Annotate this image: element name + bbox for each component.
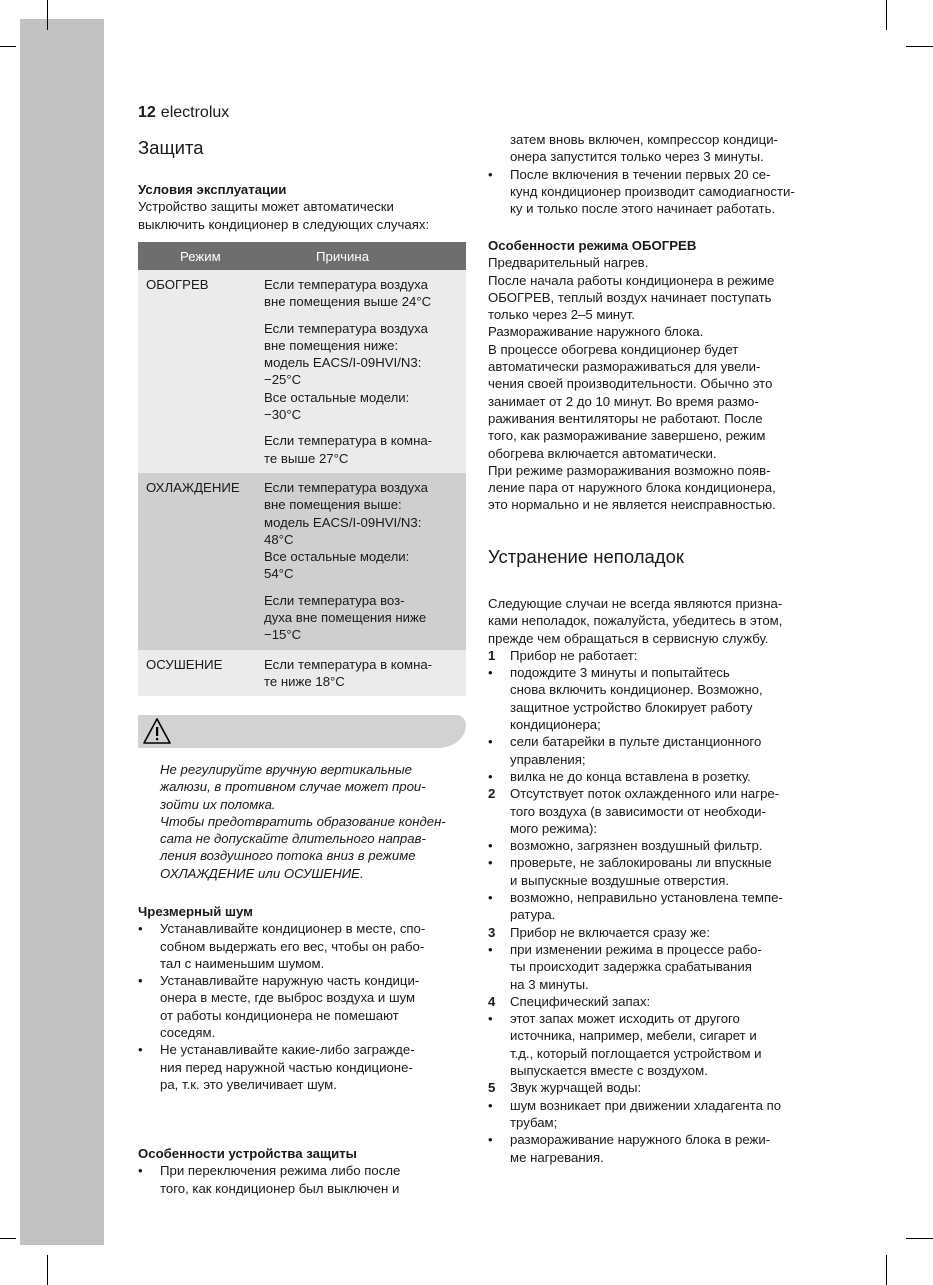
text-line: тал с наименьшим шумом.: [160, 955, 325, 971]
text-line: защитное устройство блокирует работу: [510, 699, 753, 715]
brand-name: electrolux: [160, 104, 230, 121]
text-line: Размораживание наружного блока.: [488, 324, 704, 340]
reason-cell: [256, 473, 466, 650]
text-line: Чрезмерный шум: [138, 904, 253, 919]
text-line: шум возникает при движении хладагента по: [510, 1097, 782, 1113]
text-line: жалюзи, в противном случае может прои-: [160, 779, 426, 795]
text-line: Если температура воздуха: [264, 320, 428, 336]
text-line: Устройство защиты может автоматически: [138, 199, 394, 215]
text-line: Предварительный нагрев.: [488, 255, 649, 271]
text-line: возможно, неправильно установлена темпе-: [510, 890, 783, 906]
bullet-icon: •: [138, 973, 143, 989]
text-line: Условия эксплуатации: [138, 182, 287, 197]
section-title-troubleshooting: Устранение неполадок: [488, 546, 684, 567]
text-line: раживания вентиляторы не работают. После: [488, 410, 763, 426]
numbered-item: [488, 924, 828, 941]
text-line: источника, например, мебели, сигарет и: [510, 1028, 757, 1044]
text-line: и выпускные воздушные отверстия.: [510, 872, 730, 888]
protection-features-section: [138, 1145, 468, 1197]
text-line: т.д., который поглощается устройством и: [510, 1045, 762, 1061]
text-line: Устанавливайте наружную часть кондици-: [160, 973, 420, 989]
text-line: управления;: [510, 751, 586, 767]
crop-mark: [906, 46, 933, 47]
text-line: ление пара от наружного блока кондиционера,: [488, 480, 776, 496]
text-line: ОБОГРЕВ, теплый воздух начинает поступать: [488, 289, 772, 305]
bullet-icon: •: [488, 838, 493, 854]
text-line: модель EACS/I-09HVI/N3:: [264, 514, 422, 530]
text-line: ты происходит задержка срабатывания: [510, 959, 752, 975]
text-line: Если температура в комна-: [264, 656, 433, 672]
bullet-icon: •: [488, 855, 493, 871]
text-line: кондиционера;: [510, 717, 601, 733]
noise-section: [138, 903, 468, 1093]
paragraph: [138, 198, 468, 233]
operating-conditions: [138, 181, 468, 233]
text-line: Особенности устройства защиты: [138, 1146, 357, 1161]
text-line: собном выдержать его вес, чтобы он рабо-: [160, 938, 425, 954]
text-line: только через 2–5 минут.: [488, 307, 635, 323]
reason: [264, 592, 466, 644]
continued-text: [488, 131, 828, 166]
text-line: вне помещения ниже:: [264, 337, 399, 353]
side-tab: [20, 19, 104, 1245]
reason: [264, 320, 466, 424]
text-line: трубам;: [510, 1114, 558, 1130]
crop-mark: [906, 1238, 933, 1239]
text-line: этот запах может исходить от другого: [510, 1011, 740, 1027]
mode-label: ОСУШЕНИЕ: [146, 656, 223, 672]
text-line: Не регулируйте вручную вертикальные: [160, 762, 413, 777]
bullet-item: [488, 1097, 828, 1132]
subheading: [138, 1145, 468, 1162]
text-line: вилка не до конца вставлена в розетку.: [510, 768, 751, 784]
text-line: Специфический запах:: [510, 993, 651, 1009]
text-line: прежде чем обращаться в сервисную службу.: [488, 630, 769, 646]
reason: [264, 432, 466, 467]
text-line: ратура.: [510, 907, 556, 923]
mode-cell: [138, 650, 256, 697]
text-line: Чтобы предотвратить образование конден-: [160, 813, 446, 829]
text-line: от работы кондиционера не помешают: [160, 1007, 399, 1023]
column-header-reason: Причина: [256, 242, 466, 270]
column-header-mode: Режим: [138, 242, 256, 270]
text-line: того воздуха (в зависимости от необходи-: [510, 803, 766, 819]
text-line: духа вне помещения ниже: [264, 610, 427, 626]
bullet-item: [488, 1010, 828, 1079]
text-line: сели батарейки в пульте дистанционного: [510, 734, 762, 750]
text-line: При режиме размораживания возможно появ-: [488, 462, 771, 478]
crop-mark: [0, 46, 16, 47]
text-line: ра, т.к. это увеличивает шум.: [160, 1076, 337, 1092]
text-line: ками неполадок, пожалуйста, убедитесь в этом,: [488, 613, 783, 629]
subheading: [488, 237, 828, 254]
paragraph: [488, 254, 828, 513]
bullet-icon: •: [138, 1042, 143, 1058]
page-header: [138, 104, 229, 122]
item-number: 1: [488, 647, 496, 663]
mode-cell: [138, 473, 256, 650]
bullet-item: [488, 889, 828, 924]
text-line: кунд кондиционер производит самодиагности-: [510, 183, 795, 199]
text-line: размораживание наружного блока в режи-: [510, 1132, 771, 1148]
bullet-item: [488, 837, 828, 854]
bullet-icon: •: [138, 1163, 143, 1179]
text-line: Не устанавливайте какие-либо загражде-: [160, 1042, 415, 1058]
text-line: −30°C: [264, 407, 302, 423]
text-line: ку и только после этого начинает работать.: [510, 201, 776, 217]
numbered-item: [488, 993, 828, 1010]
text-line: Все остальные модели:: [264, 549, 410, 565]
text-line: мого режима):: [510, 820, 598, 836]
text-line: того, как размораживание завершено, режим: [488, 428, 766, 444]
bullet-item: [488, 768, 828, 785]
item-number: 3: [488, 924, 496, 940]
text-line: вне помещения выше 24°C: [264, 294, 432, 310]
bullet-icon: •: [488, 1097, 493, 1113]
text-line: −15°C: [264, 627, 302, 643]
bullet-icon: •: [488, 890, 493, 906]
text-line: выключить кондиционер в следующих случаях:: [138, 216, 430, 232]
bullet-item: [138, 972, 468, 1041]
item-number: 4: [488, 993, 496, 1009]
heating-mode-section: [488, 237, 828, 514]
text-line: ления воздушного потока вниз в режиме: [160, 848, 416, 864]
bullet-item: [488, 1131, 828, 1166]
text-line: 54°C: [264, 566, 294, 582]
table-row: [138, 473, 466, 650]
bullet-icon: •: [488, 941, 493, 957]
bullet-item: [488, 854, 828, 889]
text-line: подождите 3 минуты и попытайтесь: [510, 665, 730, 681]
warning-bar: [138, 715, 466, 748]
text-line: при изменении режима в процессе рабо-: [510, 941, 762, 957]
text-line: онера в месте, где выброс воздуха и шум: [160, 990, 416, 1006]
text-line: вне помещения выше:: [264, 497, 402, 513]
bullet-item: [138, 1162, 468, 1197]
text-line: те ниже 18°C: [264, 673, 345, 689]
paragraph: [488, 595, 828, 647]
mode-cell: [138, 270, 256, 473]
text-line: ме нагревания.: [510, 1149, 604, 1165]
text-line: на 3 минуты.: [510, 976, 589, 992]
text-line: При переключения режима либо после: [160, 1163, 401, 1179]
numbered-item: [488, 1079, 828, 1096]
section-title-protection: Защита: [138, 137, 204, 158]
reason-cell: [256, 650, 466, 697]
bullet-icon: •: [488, 1132, 493, 1148]
text-line: это нормально и не является неисправностью.: [488, 497, 776, 513]
bullet-item: [488, 941, 828, 993]
text-line: Если температура воздуха: [264, 479, 428, 495]
bullet-item: [138, 920, 468, 972]
reason: [264, 479, 466, 583]
text-line: После включения в течении первых 20 се-: [510, 166, 771, 182]
subheading: [138, 181, 468, 198]
protection-table: [138, 242, 466, 696]
text-line: Звук журчащей воды:: [510, 1080, 642, 1096]
numbered-item: [488, 647, 828, 664]
bullet-item: [488, 664, 828, 733]
text-line: −25°C: [264, 372, 302, 388]
text-line: Особенности режима ОБОГРЕВ: [488, 238, 697, 253]
crop-mark: [47, 1255, 48, 1285]
protection-features-continued: [488, 131, 828, 217]
warning-text: [160, 761, 446, 882]
bullet-icon: •: [138, 921, 143, 937]
crop-mark: [47, 0, 48, 30]
text-line: ОХЛАЖДЕНИЕ или ОСУШЕНИЕ.: [160, 865, 364, 881]
crop-mark: [0, 1238, 16, 1239]
text-line: проверьте, не заблокированы ли впускные: [510, 855, 772, 871]
bullet-item: [138, 1041, 468, 1093]
text-line: ния перед наружной частью кондиционе-: [160, 1059, 413, 1075]
text-line: возможно, загрязнен воздушный фильтр.: [510, 838, 763, 854]
text-line: Прибор не включается сразу же:: [510, 924, 711, 940]
text-line: зойти их поломка.: [160, 796, 276, 812]
subheading: [138, 903, 468, 920]
text-line: снова включить кондиционер. Возможно,: [510, 682, 763, 698]
bullet-icon: •: [488, 1011, 493, 1027]
text-line: Все остальные модели:: [264, 389, 410, 405]
troubleshooting-list: [488, 595, 828, 1166]
bullet-item: [488, 166, 828, 218]
text-line: В процессе обогрева кондиционер будет: [488, 341, 739, 357]
item-number: 2: [488, 786, 496, 802]
text-line: После начала работы кондиционера в режиме: [488, 272, 775, 288]
text-line: Следующие случаи не всегда являются призна-: [488, 596, 783, 611]
text-line: модель EACS/I-09HVI/N3:: [264, 355, 422, 371]
bullet-icon: •: [488, 166, 493, 182]
text-line: занимает от 2 до 10 минут. Во время размо-: [488, 393, 759, 409]
text-line: обогрева включается автоматически.: [488, 445, 717, 461]
reason: [264, 276, 466, 311]
bullet-icon: •: [488, 665, 493, 681]
mode-label: ОХЛАЖДЕНИЕ: [146, 479, 240, 495]
bullet-icon: •: [488, 734, 493, 750]
text-line: Прибор не работает:: [510, 647, 638, 663]
table-row: [138, 650, 466, 697]
text-line: 48°C: [264, 531, 294, 547]
table-row: [138, 270, 466, 473]
text-line: автоматически размораживаться для увели-: [488, 359, 761, 375]
text-line: Отсутствует поток охлажденного или нагре-: [510, 786, 780, 802]
text-line: выпускается вместе с воздухом.: [510, 1063, 708, 1079]
text-line: Если температура воз-: [264, 592, 405, 608]
reason-cell: [256, 270, 466, 473]
reason: [264, 656, 466, 691]
bullet-icon: •: [488, 768, 493, 784]
mode-label: ОБОГРЕВ: [146, 277, 209, 292]
text-line: онера запустится только через 3 минуты.: [510, 149, 764, 165]
item-number: 5: [488, 1080, 496, 1096]
text-line: Если температура в комна-: [264, 433, 433, 449]
text-line: того, как кондиционер был выключен и: [160, 1180, 400, 1196]
text-line: затем вновь включен, компрессор кондици-: [510, 132, 778, 147]
crop-mark: [886, 1255, 887, 1285]
text-line: сата не допускайте длительного направ-: [160, 831, 426, 847]
page-number: 12: [138, 104, 156, 121]
warning-triangle-icon: [142, 717, 172, 745]
numbered-item: [488, 785, 828, 837]
text-line: чения своей производительности. Обычно это: [488, 376, 773, 392]
text-line: те выше 27°C: [264, 450, 349, 466]
text-line: Устанавливайте кондиционер в месте, спо-: [160, 921, 426, 937]
text-line: Если температура воздуха: [264, 277, 428, 292]
bullet-item: [488, 733, 828, 768]
crop-mark: [886, 0, 887, 30]
text-line: соседям.: [160, 1025, 216, 1041]
